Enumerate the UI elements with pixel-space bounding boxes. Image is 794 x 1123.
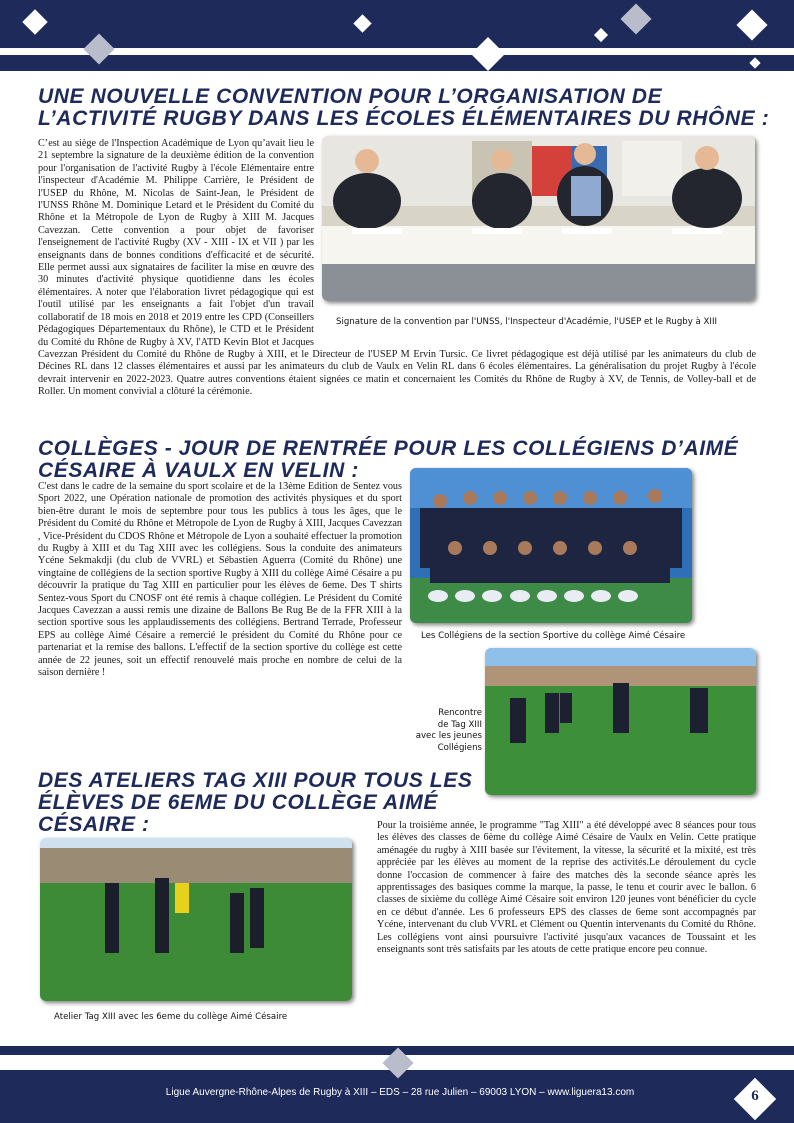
section1-title-line1: UNE NOUVELLE CONVENTION POUR L’ORGANISATION DE [38, 85, 663, 108]
section3-title-line2: ÉLÈVES DE 6EME DU COLLÈGE AIMÉ [38, 791, 438, 814]
section2-photo1-caption: Les Collégiens de la section Sportive du collège Aimé Césaire [421, 631, 686, 641]
section1-body: C’est au siège de l'Inspection Académique de Lyon qu’avait lieu le 21 septembre la signature de la deuxième édition de la convention pour l'organisation de l'activité Rugby à l'école Elémentaire entre l'inspecteur d'Académie M. Philippe Carrière, le Président de l'USEP du Rhône, M. Nicolas de Saint-Jean, le Président de l'UNSS Rhône M. Dominique Letard et le Président du Comité du Rhône et la Métropole de Lyon de Rugby à XIII M. Jacques Cavezzan. Cette convention a pour objet de favoriser l'enseignement de l'activité Rugby (XV - XIII - IX et VII ) par les enseignants dans de bonnes conditions d'efficacité et de sécurité. Elle permet aussi aux signataires de faciliter la mise en œuvre des 30 minutes d'activité physique quotidienne dans les écoles élémentaires. A noter que l'élaboration livret pédagogique qui est l'outil utilisé par les enseignants a fait l'objet d'un travail collaboratif de 18 mois en 2018 et 2019 entre les CPD (Conseillers Pédagogiques Départementaux du Rhône), le CTD et le Président du Comité du Rhône de Rugby à XV, l'ATD Kevin Blot et Jacques Cavezzan Président du Comité du Rhône de Rugby à XIII, et le Directeur de l'USEP M Ervin Tursic. Ce livret pédagogique est déjà utilisé par les animateurs du club de Décines RL dans 12 classes élémentaires et aussi par les animateurs du club de Vaulx en Velin RL dans 6 écoles élémentaires. La généralisation du projet Rugby à l'école devrait intervenir en 2022-2023. Quatre autres conventions étaient signées ce matin et concernaient les Comités du Rhône de Rugby à XV, de Tennis, de Volley-ball et de Roller. Un moment convivial a clôturé la cérémonie. [38, 138, 756, 398]
caption2-line2: de Tag XIII [437, 719, 482, 730]
page-number: 6 [751, 1088, 759, 1104]
section2-title-line2: CÉSAIRE À VAULX EN VELIN : [38, 459, 359, 482]
section2-photo2-caption [396, 708, 482, 754]
section2-title-line1: COLLÈGES - JOUR DE RENTRÉE POUR LES COLLÉGIENS D’AIMÉ [38, 437, 739, 460]
caption2-line4: Collégiens [437, 742, 482, 753]
header-band [0, 0, 794, 48]
section3-title-line3: CÉSAIRE : [38, 813, 150, 836]
section1-title-line2: L’ACTIVITÉ RUGBY DANS LES ÉCOLES ÉLÉMENTAIRES DU RHÔNE : [38, 107, 770, 130]
header-stripe [0, 55, 794, 71]
float-spacer [314, 138, 756, 338]
match-photo-illustration [485, 648, 756, 795]
section3-photo-workshop [40, 838, 352, 1001]
workshop-photo-illustration [40, 838, 352, 1001]
section3-photo-caption: Atelier Tag XIII avec les 6eme du collège Aimé Césaire [54, 1012, 288, 1022]
section2-body: C'est dans le cadre de la semaine du sport scolaire et de la 13ème Edition de Sentez vous Sport 2022, une Opération nationale de promotion des activités physiques et du sport bien-être durant le mois de septembre pour tous les publics à tous les âges, que le Président du Comité du Rhône et Métropole de Lyon de Rugby à XIII, Jacques Cavezzan , Vice-Président du CDOS Rhône et Métropole de Lyon a souhaité effectuer la promotion du Rugby à XIII et du Tag XIII avec les collégiens. Sous la conduite des animateurs Ycéne Sekmakdji (du club de VVRL) et Sébastien Aguerra (Comité du Rhône) une vingtaine de collégiens de la section sportive Rugby à XIII du collège Aimé Césaire a pu découvrir la pratique du Tag XIII en particulier pour les élèves de 6eme. Des T shirts Sentez-vous Sport du CNOSF ont été remis à chaque collégien. Le Président du Comité Jacques Cavezzan a aussi remis une dizaine de Ballons Be Rug Be de la FFR XIII à la section sportive sous les applaudissements des collégiens. Bertrand Terrade, Professeur EPS au collège Aimé Césaire a remercié le président du Comité du Rhône pour ce partenariat et la remise des ballons. L'effectif de la section sportive du collège est cette année de 22 jeunes, soit un effectif renouvelé mais proche en nombre de celui de la saison dernière ! [38, 481, 402, 679]
footer-address: Ligue Auvergne-Rhône-Alpes de Rugby à XIII – EDS – 28 rue Julien – 69003 LYON – www.liguera13.com [165, 1087, 635, 1098]
caption2-line3: avec les jeunes [415, 731, 482, 741]
section3-body: Pour la troisième année, le programme "Tag XIII" a été développé avec 8 séances pour tous les élèves des classes de 6ème du collège Aimé Césaire de Vaulx en Velin. Cette pratique aménagée du rugby à XIII basée sur l'évitement, la vitesse, la sécurité et la mixité, est très appréciée par les élèves au moment de la reprise des activités.Le déroulement du cycle donne l'occasion de commencer à faire des matches dès la seconde séance après les apprentissages des basiques comme la marque, la passe, le tenu et courir avec le ballon. 6 classes de sixième du collège Aimé Césaire soit environ 120 jeunes vont bénéficier du cycle en ce début d'année. Les 6 professeurs EPS des classes de 6eme sont accompagnés par Ycéne, intervenant du club VVRL et Clément ou Quentin intervenants du Comité du Rhône. Les collégiens vont ainsi poursuivre l'activité jusqu'aux vacances de Toussaint et les enseignants sont très satisfaits par les atouts de cette pratique encore peu connue. [377, 820, 756, 956]
section2-photo-match [485, 648, 756, 795]
section2-photo-team [410, 468, 692, 623]
team-photo-illustration [410, 468, 692, 623]
caption2-line1: Rencontre [438, 708, 482, 718]
section1-body-wrapper [38, 138, 756, 436]
section1-title [38, 86, 778, 130]
section1-photo-caption: Signature de la convention par l'UNSS, l'Inspecteur d'Académie, l'USEP et le Rugby à XIII [336, 317, 718, 327]
section3-title-line1: DES ATELIERS TAG XIII POUR TOUS LES [38, 769, 473, 792]
